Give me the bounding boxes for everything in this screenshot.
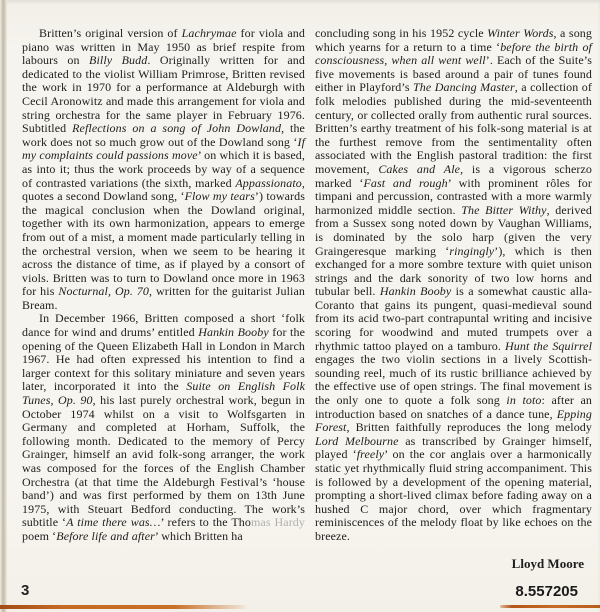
text-run: Billy Budd xyxy=(89,53,148,68)
text-run: Nocturnal, Op. 70 xyxy=(58,284,150,299)
text-run: before the birth of consciousness, when all went well xyxy=(315,39,592,68)
text-run: ’ on the cor anglais over a harmonically static yet rhythmically fluid string accompaniment. This is followed by a development of the opening material, prompting a short-lived climax before fading away on a hushed C major chord, over which fragmentary reminiscences of the melody float by like echoes on the breeze. xyxy=(315,447,592,543)
text-run: , Britten faithfully reproduces the long melody xyxy=(346,420,592,435)
text-run: , derived from a Sussex song noted down by Vaughan Williams, is dominated by the solo harp (given the very Graingeresque marking ‘ xyxy=(315,202,592,258)
text-run: ’ on which it is based, as into it; thus the work proceeds by way of a sequence of contrasted variations (the sixth, marked xyxy=(22,148,305,190)
text-run: Fast and rough xyxy=(363,175,448,190)
left-text-column xyxy=(22,27,305,571)
text-run: in toto xyxy=(506,393,542,408)
text-run: Winter Words xyxy=(487,26,554,40)
text-run: The Bitter Withy xyxy=(461,202,547,217)
text-run: freely xyxy=(356,447,385,462)
text-run: ’ with prominent rôles for timpani and percussion, contrasted with a more warmly harmonized middle section. xyxy=(315,175,592,217)
text-run: Before life and after xyxy=(56,528,155,543)
author-signature: Lloyd Moore xyxy=(511,555,584,571)
text-columns xyxy=(22,27,592,571)
text-run: ’ refers to the Tho xyxy=(160,515,251,530)
bottom-accent-line-right xyxy=(500,605,600,609)
text-run: Flow my tears xyxy=(184,189,255,204)
text-run: , a collection of folk melodies published during the mid-seventeenth century, or collected orally from authentic rural sources. Britten’s earthy treatment of his folk-song material is at the furthest remove from the sentimentality often associated with the English pastoral tradition: the first movement, xyxy=(315,80,592,176)
text-run: , is a vigorous scherzo marked ‘ xyxy=(315,161,592,190)
text-run: Appassionato xyxy=(235,175,302,190)
text-run: is a somewhat caustic alla-Coranto that gains its pungent, quasi-medieval sound from its acid two-part contrapuntal writing and incisive scoring for woodwind and muted trumpets over a rhythmic tattoo played on a tamburo. xyxy=(315,284,592,353)
text-run: Cakes and Ale xyxy=(378,161,461,176)
text-run: Hankin Booby xyxy=(198,325,269,340)
text-run: for viola and piano was written in May 1950 as brief respite from labours on xyxy=(22,26,305,68)
text-run: Reflections on a song of John Dowland xyxy=(72,121,282,136)
text-run: Suite on English Folk Tunes, Op. 90 xyxy=(22,379,305,408)
text-run: In December 1966, Britten composed a short ‘folk dance for wind and drums’ entitled xyxy=(22,311,305,340)
text-run: for the opening of the Queen Elizabeth Hall in London in March 1967. He had often expressed his intention to find a larger context for this solitary miniature and seven years later, incorporated it into the xyxy=(22,325,306,394)
text-run: as transcribed by Grainger himself, played ‘ xyxy=(315,433,593,462)
text-run: Lord Melbourne xyxy=(315,433,399,448)
text-run: mas Hardy xyxy=(251,515,305,530)
text-run: A time there was… xyxy=(66,515,161,530)
text-run: If my complaints could passions move xyxy=(22,134,305,163)
text-run: ’), which is then exchanged for a more sombre texture with quiet unison strings and the dark sonority of two low horns and tubular bell. xyxy=(315,243,592,299)
text-run: ’ which Britten ha xyxy=(154,528,243,543)
paragraph xyxy=(22,27,305,312)
text-run: ’. Each of the Suite’s five movements is based around a pair of tunes found either in Playford’s xyxy=(315,53,592,95)
text-run: Lachrymae xyxy=(181,26,237,40)
text-run: . Originally written for and dedicated to the violist William Primrose, Britten revised the work in 1970 for a performance at Aldeburgh with Cecil Aronowitz and made this arrangement for viola and string orchestra for the same player in February 1976. Subtitled xyxy=(22,53,305,136)
page-gutter-edge xyxy=(0,0,7,612)
text-run: The Dancing Master xyxy=(413,80,515,95)
text-run: Hankin Booby xyxy=(379,284,452,299)
text-run: ’) towards the magical conclusion when the Dowland original, together with its own harmonization, appears to emerge from out of a mist, a moment made particularly telling in the orchestral version, when we seem to be hearing it across the distance of time, as if played by a consort of viols. Britten was to turn to Dowland once more in 1963 for his xyxy=(22,189,306,299)
text-run: Britten’s original version of xyxy=(39,26,182,40)
text-run: poem ‘ xyxy=(22,528,57,543)
page-number: 3 xyxy=(21,582,30,599)
paragraph xyxy=(315,27,592,544)
bottom-accent-line-left xyxy=(0,605,248,609)
text-run: engages the two violin sections in a lively Scottish-sounding reel, much of its rustic brilliance achieved by the effective use of open strings. The final movement is the only one to quote a folk song xyxy=(315,352,592,408)
catalog-number: 8.557205 xyxy=(515,583,578,600)
text-run: Hunt the Squirrel xyxy=(504,338,593,353)
text-run: , written for the guitarist Julian Bream. xyxy=(22,284,305,312)
text-run: Epping Forest xyxy=(315,406,592,435)
text-run: , the work does not so much grow out of the Dowland song ‘ xyxy=(22,121,305,149)
text-run: ringingly xyxy=(449,243,495,258)
text-run: , quotes a second Dowland song, ‘ xyxy=(22,175,305,204)
text-run: : after an introduction based on snatches of a dance tune, xyxy=(315,393,593,421)
paragraph xyxy=(22,312,305,543)
right-text-column xyxy=(315,27,592,571)
text-run: , a song which yearns for a return to a time ‘ xyxy=(315,26,592,54)
text-run: concluding song in his 1952 cycle xyxy=(315,26,488,40)
text-run: , his last purely orchestral work, begun in October 1974 whilst on a visit to Wolfsgarten in Germany and completed at Horham, Suffolk, the following month. Dedicated to the memory of Percy Grainger, himself an avid folk-song arranger, the work was composed for the forces of the English Chamber Orchestra (at that time the Aldeburgh Festival’s ‘house band’) and was first performed by them on 13th June 1975, with Steuart Bedford conducting. The work’s subtitle ‘ xyxy=(22,393,305,530)
